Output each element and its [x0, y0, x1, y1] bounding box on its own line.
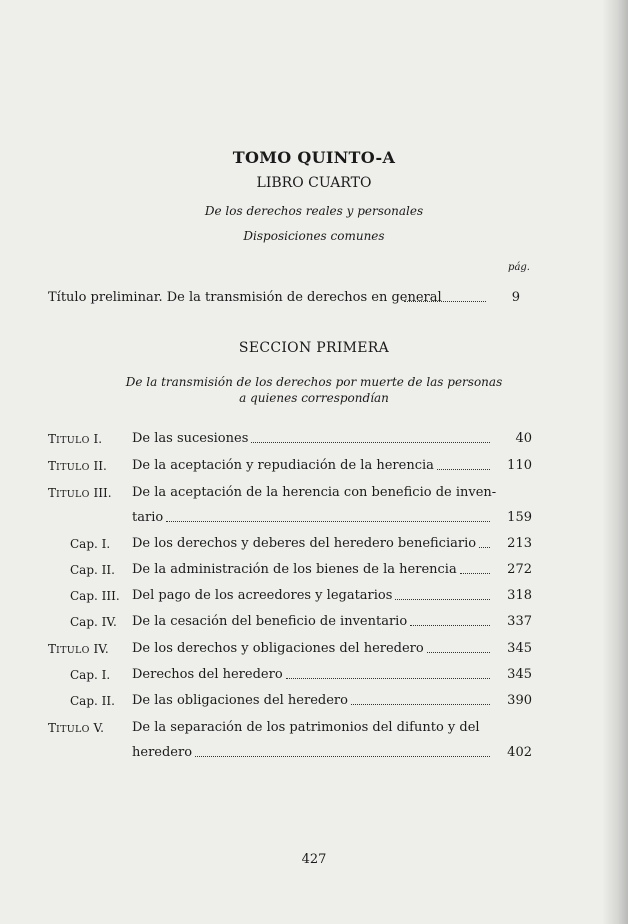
chapter-label: Cap. I.: [70, 668, 111, 682]
page-column-label: pág.: [508, 262, 530, 273]
toc-entry-text: Derechos del heredero: [132, 667, 283, 682]
toc-entry-text: tario: [132, 510, 164, 525]
toc-entry-row: [0, 484, 628, 502]
toc-entry-row: [0, 666, 628, 684]
toc-entry-text: De los derechos y obligaciones del heredero: [132, 641, 424, 656]
toc-entry-row: [0, 744, 628, 762]
page-number: 427: [301, 852, 327, 867]
toc-entry-row: [0, 509, 628, 527]
toc-preliminar-page: 9: [511, 290, 520, 305]
chapter-label: Cap. III.: [70, 589, 120, 603]
toc-entry-text: De la administración de los bienes de la herencia: [132, 562, 457, 577]
toc-entry-row: [0, 457, 628, 475]
toc-entry-page: 390: [507, 693, 532, 708]
toc-entry-row: [0, 613, 628, 631]
toc-entry-row: [0, 719, 628, 737]
dot-leader: [195, 755, 490, 757]
chapter-label: Cap. II.: [70, 563, 115, 577]
titulo-label: TITULO III.: [48, 486, 112, 500]
toc-entry-text: heredero: [132, 745, 193, 760]
seccion-title: SECCION PRIMERA: [238, 340, 390, 356]
toc-entry-page: 402: [507, 745, 532, 760]
dot-leader: [437, 468, 490, 470]
toc-entry-text: De las obligaciones del heredero: [132, 693, 348, 708]
toc-entry-page: 345: [507, 667, 532, 682]
toc-entry-row: [0, 561, 628, 579]
dot-leader: [395, 598, 490, 600]
toc-preliminar-row: [48, 290, 520, 308]
dot-leader: [479, 546, 490, 548]
dot-leader: [410, 624, 490, 626]
toc-entry-row: [0, 535, 628, 553]
toc-entry-text: De la separación de los patrimonios del difunto y del: [132, 720, 480, 735]
dot-leader: [251, 441, 490, 443]
toc-entry-page: 159: [507, 510, 532, 525]
toc-entry-page: 345: [507, 641, 532, 656]
chapter-label: Cap. I.: [70, 537, 111, 551]
toc-entry-row: [0, 430, 628, 448]
toc-entry-page: 40: [515, 431, 532, 446]
toc-entry-text: De la aceptación de la herencia con beneficio de inven-: [132, 485, 497, 500]
dot-leader: [166, 520, 490, 522]
toc-entry-text: De la cesación del beneficio de inventario: [132, 614, 408, 629]
toc-entry-page: 337: [507, 614, 532, 629]
toc-preliminar-label: Título preliminar. De la transmisión de derechos en general: [48, 290, 442, 305]
titulo-label: TITULO II.: [48, 459, 107, 473]
toc-entry-row: [0, 587, 628, 605]
chapter-label: Cap. II.: [70, 694, 115, 708]
toc-entry-row: [0, 692, 628, 710]
titulo-label: TITULO I.: [48, 432, 103, 446]
toc-entry-page: 110: [507, 458, 532, 473]
toc-entry-text: De las sucesiones: [132, 431, 249, 446]
dot-leader: [427, 651, 490, 653]
dot-leader: [460, 572, 490, 574]
chapter-label: Cap. IV.: [70, 615, 117, 629]
seccion-subtitle-line1: De la transmisión de los derechos por muerte de las personas: [125, 375, 503, 389]
dot-leader: [286, 677, 490, 679]
titulo-label: TITULO IV.: [48, 642, 109, 656]
subtitle-disposiciones: Disposiciones comunes: [243, 229, 385, 243]
titulo-label: TITULO V.: [48, 721, 104, 735]
libro-title: LIBRO CUARTO: [256, 175, 372, 191]
toc-entry-page: 272: [507, 562, 532, 577]
toc-entry-page: 213: [507, 536, 532, 551]
toc-entry-page: 318: [507, 588, 532, 603]
toc-entry-row: [0, 640, 628, 658]
subtitle-derechos: De los derechos reales y personales: [204, 204, 424, 218]
seccion-subtitle: [0, 374, 628, 406]
dot-leader: [404, 300, 486, 302]
toc-entry-text: De los derechos y deberes del heredero beneficiario: [132, 536, 477, 551]
toc-entry-text: De la aceptación y repudiación de la herencia: [132, 458, 434, 473]
seccion-subtitle-line2: a quienes correspondían: [239, 391, 389, 405]
tomo-title: TOMO QUINTO-A: [232, 148, 396, 167]
dot-leader: [351, 703, 490, 705]
toc-entry-text: Del pago de los acreedores y legatarios: [132, 588, 393, 603]
